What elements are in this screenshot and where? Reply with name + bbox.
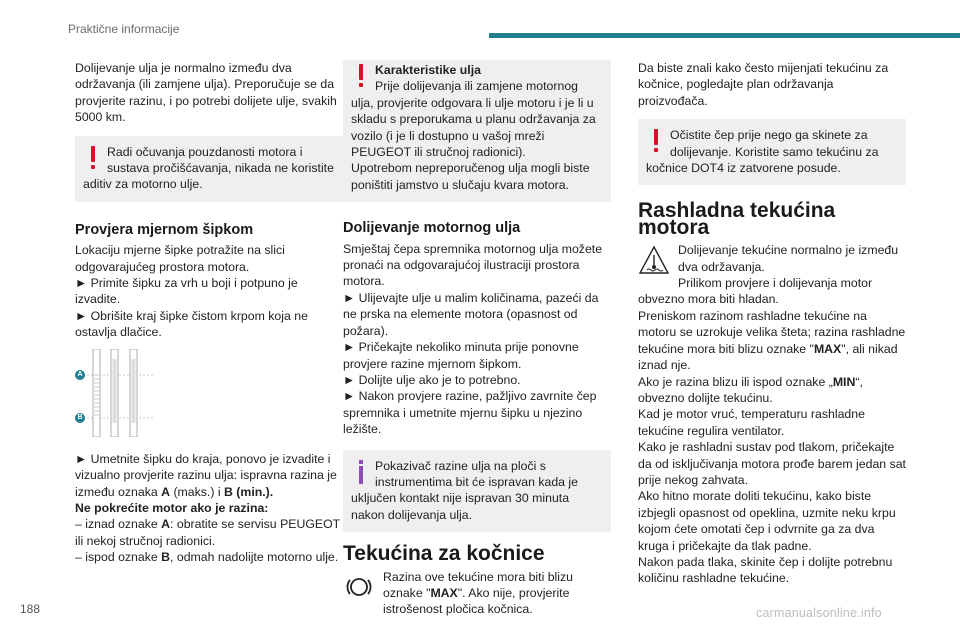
- dash-item-below-b: – ispod oznake B, odmah nadolijte motorno ulje.: [75, 550, 339, 565]
- bold-warning-line: Ne pokrećite motor ako je razina:: [75, 500, 269, 515]
- dipstick-text: Lokaciju mjerne šipke potražite na slici odgovarajućeg prostora motora.: [75, 243, 285, 274]
- mark-b-badge: B: [75, 413, 85, 423]
- warning-title: Karakteristike ulja: [375, 63, 481, 77]
- step-text: ► Pričekajte nekoliko minuta prije ponovne provjere razine mjernom šipkom.: [343, 340, 579, 371]
- oil-characteristics-warning: [343, 60, 611, 202]
- step-text: ► Ulijevajte ulje u malim količinama, pazeći da ne prska na elemente motora (opasnost od požara).: [343, 290, 599, 338]
- column-3: [638, 60, 906, 587]
- step-text: ► Primite šipku za vrh u boji i potpuno je izvadite.: [75, 276, 298, 307]
- info-note: [343, 450, 611, 533]
- coolant-paragraph: Prilikom provjere i dolijevanja motor obvezno mora biti hladan.: [638, 276, 873, 307]
- step-check-level: ► Umetnite šipku do kraja, ponovo je izvadite i vizualno provjerite razinu ulja: ispravna razina je između oznaka A (maks.) i B (min.).: [75, 451, 337, 499]
- brake-warning-icon: [343, 571, 375, 603]
- warning-note: [75, 136, 343, 202]
- warning-text: Radi očuvanja pouzdanosti motora i sustava pročišćavanja, nikada ne koristite aditiv za motorno ulje.: [83, 144, 334, 192]
- dipstick-figure: [75, 349, 165, 437]
- coolant-paragraph: Preniskom razinom rashladne tekućine na motoru se uzrokuje velika šteta; razina rashladne tekućine mora biti blizu oznake "MAX", ali nikad iznad nje.: [638, 308, 906, 373]
- column-1: [75, 60, 343, 566]
- section-heading-oil-topup: Dolijevanje motornog ulja: [343, 220, 521, 237]
- coolant-paragraph: Nakon pada tlaka, skinite čep i dolijte potrebnu količinu rashladne tekućine.: [638, 554, 893, 586]
- dash-item-above-a: – iznad oznake A: obratite se servisu PEUGEOT ili nekoj stručnoj radionici.: [75, 517, 340, 548]
- warning-text: Očistite čep prije nego ga skinete za dolijevanje. Koristite samo tekućinu za kočnice DOT4 iz zatvorene posude.: [646, 128, 879, 176]
- brake-frequency-text: Da biste znali kako često mijenjati tekućinu za kočnice, pogledajte plan održavanja proizvođača.: [638, 61, 889, 108]
- coolant-temperature-icon: [638, 244, 670, 276]
- coolant-paragraph: Kako je rashladni sustav pod tlakom, pričekajte da od isključivanja motora prođe barem jedan sat prije nekog zahvata.: [638, 440, 906, 487]
- section-heading-dipstick: Provjera mjernom šipkom: [75, 221, 254, 238]
- warning-text: Prije dolijevanja ili zamjene motornog ulja, provjerite odgovara li ulje motoru i je li u skladu s preporukama u planu održavanja za vozilo (i je li dostupno u vašoj mreži PEUGEOT ili stručnoj radionici).: [351, 79, 596, 160]
- column-2: [343, 60, 611, 618]
- info-text: Pokazivač razine ulja na ploči s instrumentima bit će ispravan kada je uključen kontakt nije ispravan 30 minuta nakon dolijevanja ulja.: [351, 458, 578, 522]
- coolant-block: [638, 242, 906, 587]
- header-accent-bar: [489, 33, 960, 38]
- coolant-paragraph: Dolijevanje tekućine normalno je između dva održavanja.: [678, 243, 899, 274]
- coolant-paragraph: Ako je razina blizu ili ispod oznake „MIN“, obvezno dolijte tekućinu.: [638, 374, 863, 405]
- step-text: ► Obrišite kraj šipke čistom krpom koja ne ostavlja dlačice.: [75, 308, 308, 340]
- brake-fluid-block: Razina ove tekućine mora biti blizu oznake "MAX". Ako nije, provjerite istrošenost pločica kočnica.: [343, 569, 611, 618]
- warning-icon: [83, 144, 107, 174]
- warning-text: Upotrebom nepreporučenog ulja mogli biste poništiti jamstvo u slučaju kvara motora.: [351, 161, 590, 192]
- brake-warning-note: [638, 119, 906, 185]
- warning-icon: [351, 62, 375, 92]
- header-section-title: Praktične informacije: [68, 22, 180, 36]
- step-text: ► Nakon provjere razine, pažljivo zavrnite čep spremnika i umetnite mjernu šipku u njezino ležište.: [343, 389, 597, 437]
- coolant-paragraph: Kad je motor vruć, temperaturu rashladne tekućine regulira ventilator.: [638, 407, 865, 438]
- intro-paragraph: Dolijevanje ulja je normalno između dva održavanja (ili zamjene ulja). Preporučuje se da provjerite razinu, i po potrebi dolijete ulje, svakih 5000 km.: [75, 61, 337, 125]
- topup-text: Smještaj čepa spremnika motornog ulja možete pronaći na odgovarajućoj ilustraciji prostora motora.: [343, 241, 603, 289]
- step-text: ► Dolijte ulje ako je to potrebno.: [343, 372, 521, 387]
- page-number: 188: [20, 602, 41, 616]
- mark-a-badge: A: [75, 370, 85, 380]
- watermark: carmanualsonline.info: [756, 606, 882, 620]
- info-icon: [351, 458, 375, 488]
- section-heading-brake-fluid: Tekućina za kočnice: [343, 542, 545, 566]
- warning-icon: [646, 127, 670, 157]
- section-heading-coolant: Rashladna tekućina motora: [638, 199, 836, 239]
- coolant-paragraph: Ako hitno morate doliti tekućinu, kako biste izbjegli opasnost od opeklina, uzmite neku krpu kojom ćete omotati čep i odvrnite ga za dva kruga i pričekajte da tlak padne.: [638, 489, 896, 553]
